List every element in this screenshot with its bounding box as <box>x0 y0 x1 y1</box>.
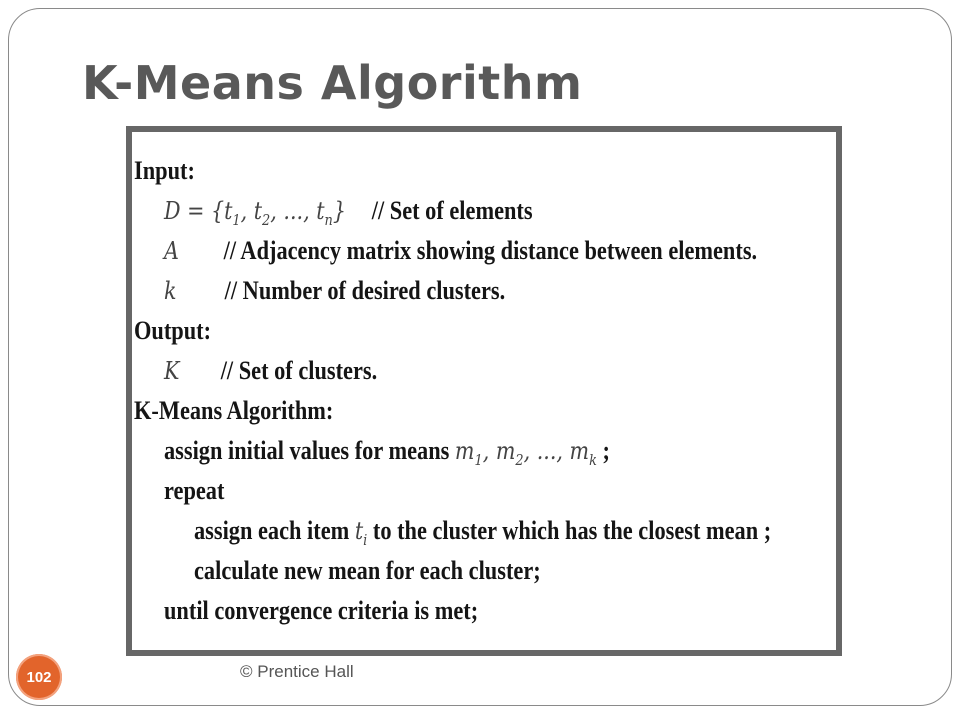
assign-item-line: assign each item $t_i$ to the cluster which has the closest mean ; <box>194 516 772 549</box>
until-line: until convergence criteria is met; <box>164 596 479 625</box>
item-ti: $t_i$ <box>354 517 368 549</box>
set-comment: // Set of elements <box>371 196 533 225</box>
page-number-badge: 102 <box>16 654 62 700</box>
var-k: k <box>164 277 177 305</box>
output-heading: Output: <box>134 316 212 345</box>
var-D: D <box>164 197 181 225</box>
input-heading: Input: <box>134 156 195 185</box>
algo-heading: K-Means Algorithm: <box>134 396 334 425</box>
elem-tn: $t_n$ <box>316 197 333 229</box>
input-adjacency-line <box>164 238 757 264</box>
calculate-line: calculate new mean for each cluster; <box>194 556 541 585</box>
k-comment: // Number of desired clusters. <box>224 276 506 305</box>
assign-means-line: assign initial values for means $m_1$, $m_2$, ..., $m_k$ ; <box>164 436 611 469</box>
output-K-line <box>164 358 377 384</box>
copyright-footer: © Prentice Hall <box>240 662 354 681</box>
set-open: = { <box>180 197 225 225</box>
elem-t1: $t_1$ <box>224 197 241 229</box>
adjacency-comment: // Adjacency matrix showing distance between elements. <box>223 236 758 265</box>
mean-mk: $m_k$ <box>569 437 597 469</box>
repeat-line: repeat <box>164 476 225 505</box>
var-K: K <box>164 357 180 385</box>
elem-t2: $t_2$ <box>253 197 271 229</box>
mean-m1: $m_1$ <box>454 437 483 469</box>
mean-m2: $m_2$ <box>495 437 524 469</box>
input-k-line <box>164 278 505 304</box>
var-A: A <box>164 237 179 265</box>
input-set-line: $D = \{t_1$, $t_2$, ..., $t_n$} // Set of elements <box>164 196 533 229</box>
K-comment: // Set of clusters. <box>220 356 378 385</box>
slide-title: K-Means Algorithm <box>82 56 583 110</box>
algorithm-box <box>126 126 842 656</box>
